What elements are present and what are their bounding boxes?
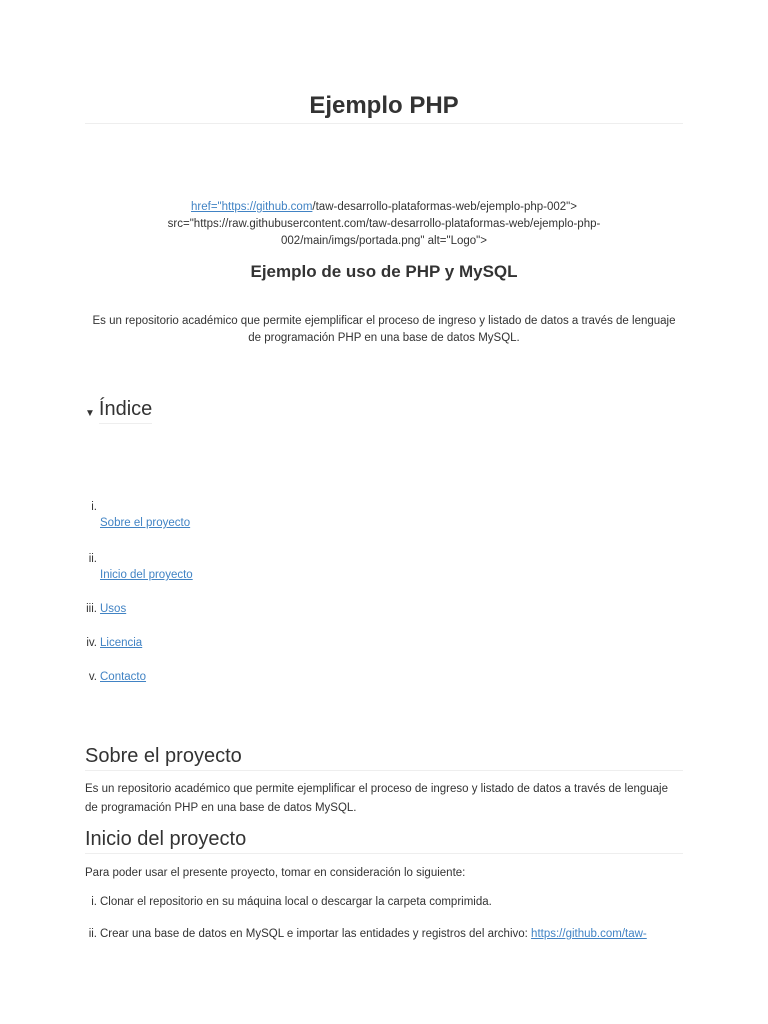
section-text-sobre: Es un repositorio académico que permite ejemplificar el proceso de ingreso y listado de datos a través de lenguaje de programación PHP en una base de datos MySQL. xyxy=(85,783,668,814)
toc-item-number: ii. xyxy=(88,553,97,565)
step-item xyxy=(85,926,683,943)
header-line-3: 002/main/imgs/portada.png" alt="Logo"> xyxy=(281,235,487,247)
toc-link-contacto[interactable]: Contacto xyxy=(100,671,147,683)
section-text-inicio: Para poder usar el presente proyecto, tomar en consideración lo siguiente: xyxy=(85,867,466,879)
toc-item-number: iii. xyxy=(86,603,97,615)
title-divider xyxy=(85,123,683,124)
step-text: Clonar el repositorio en su máquina local o descargar la carpeta comprimida. xyxy=(100,896,492,908)
section-heading-sobre: Sobre el proyecto xyxy=(85,745,683,771)
page-title: Ejemplo PHP xyxy=(309,92,459,119)
github-link[interactable]: href="https://github.com xyxy=(191,201,313,213)
header-line-1-rest: /taw-desarrollo-plataformas-web/ejemplo-php-002"> xyxy=(312,201,577,213)
toc-link-usos[interactable]: Usos xyxy=(100,603,127,615)
step-number: ii. xyxy=(88,928,97,940)
header-logo-markup xyxy=(85,199,683,250)
header-line-2: src="https://raw.githubusercontent.com/taw-desarrollo-plataformas-web/ejemplo-php- xyxy=(167,218,601,230)
caret-down-icon: ▼ xyxy=(85,408,95,419)
toc-heading: Índice xyxy=(99,398,152,424)
toc-link-licencia[interactable]: Licencia xyxy=(100,637,143,649)
toc-link-sobre[interactable]: Sobre el proyecto xyxy=(100,517,191,529)
toc-item-number: i. xyxy=(91,501,97,513)
toc-item-number: iv. xyxy=(86,637,97,649)
intro-text: Es un repositorio académico que permite ejemplificar el proceso de ingreso y listado de datos a través de lenguaje de programación PHP en una base de datos MySQL. xyxy=(92,315,676,344)
section-heading-inicio: Inicio del proyecto xyxy=(85,828,683,854)
toc-link-inicio[interactable]: Inicio del proyecto xyxy=(100,569,193,581)
step-number: i. xyxy=(91,896,97,908)
step-item xyxy=(85,894,683,911)
toc-toggle[interactable] xyxy=(85,398,152,424)
page-subtitle: Ejemplo de uso de PHP y MySQL xyxy=(250,262,518,281)
step-text: Crear una base de datos en MySQL e importar las entidades y registros del archivo: xyxy=(100,928,532,940)
sql-file-link[interactable]: https://github.com/taw- xyxy=(531,928,647,940)
toc-item-number: v. xyxy=(88,671,97,683)
header-line-1 xyxy=(85,199,683,216)
